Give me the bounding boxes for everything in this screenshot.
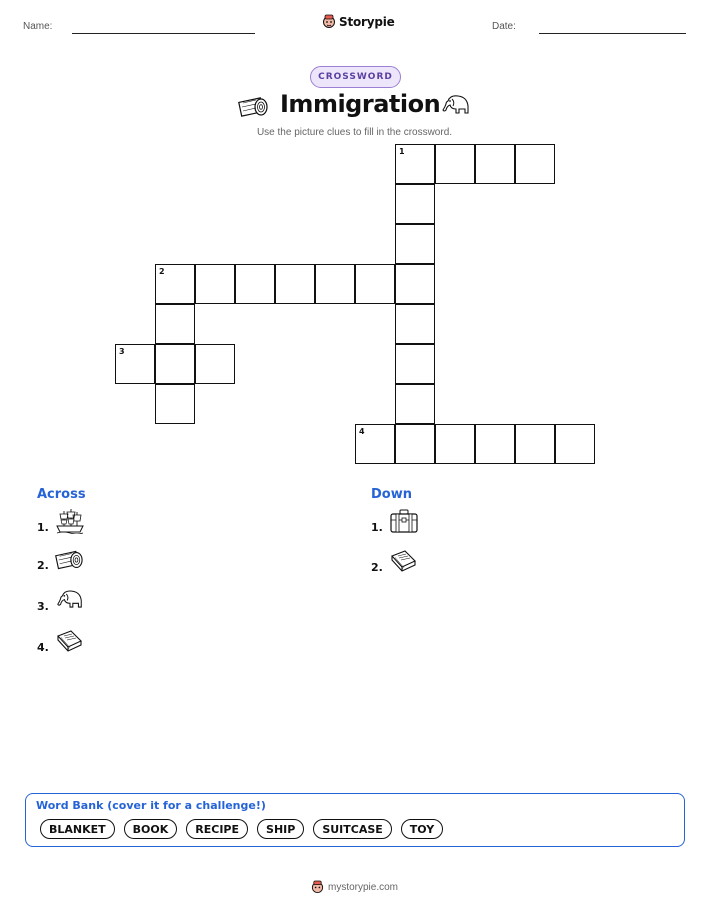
clue-number: 4 [359, 427, 365, 436]
grid-cell[interactable] [235, 264, 275, 304]
book-icon [55, 628, 83, 654]
down-heading: Down [371, 487, 412, 502]
storypie-mascot-icon [322, 14, 336, 29]
grid-cell[interactable] [155, 344, 195, 384]
grid-cell[interactable] [475, 424, 515, 464]
across-heading: Across [37, 487, 86, 502]
grid-cell[interactable] [155, 384, 195, 424]
grid-cell[interactable] [195, 344, 235, 384]
grid-cell[interactable] [195, 264, 235, 304]
word-bank-item: BOOK [124, 819, 178, 839]
toy-elephant-icon [55, 588, 85, 613]
grid-cell[interactable] [115, 344, 155, 384]
date-label: Date: [492, 21, 516, 32]
grid-cell[interactable] [435, 144, 475, 184]
grid-cell[interactable] [395, 384, 435, 424]
grid-cell[interactable] [395, 184, 435, 224]
grid-cell[interactable] [435, 424, 475, 464]
word-bank-item: SUITCASE [313, 819, 391, 839]
clue-number: 1. [37, 521, 49, 534]
recipe-book-icon [389, 548, 417, 574]
storypie-mascot-icon [311, 880, 324, 894]
word-bank-item: TOY [401, 819, 443, 839]
clue-number: 3 [119, 347, 125, 356]
suitcase-icon [389, 508, 419, 534]
brand-name: Storypie [339, 14, 395, 29]
date-field[interactable] [539, 33, 686, 34]
across-clue-3 [37, 588, 85, 613]
down-clue-1 [371, 508, 419, 534]
grid-cell[interactable] [355, 264, 395, 304]
name-field[interactable] [72, 33, 255, 34]
word-bank-item: BLANKET [40, 819, 115, 839]
across-clue-2 [37, 548, 83, 572]
grid-cell[interactable] [315, 264, 355, 304]
word-bank-item: RECIPE [186, 819, 248, 839]
grid-cell[interactable] [395, 424, 435, 464]
instructions: Use the picture clues to fill in the crossword. [256, 127, 453, 138]
footer [0, 880, 709, 894]
toy-elephant-icon [440, 93, 472, 119]
down-clue-2 [371, 548, 417, 574]
grid-cell[interactable] [155, 304, 195, 344]
across-clue-4 [37, 628, 83, 654]
grid-cell[interactable] [515, 424, 555, 464]
grid-cell[interactable] [355, 424, 395, 464]
clue-number: 2. [371, 561, 383, 574]
word-bank-title: Word Bank (cover it for a challenge!) [36, 799, 266, 812]
clue-number: 4. [37, 641, 49, 654]
grid-cell[interactable] [515, 144, 555, 184]
clue-number: 2. [37, 559, 49, 572]
brand-logo [322, 14, 395, 29]
word-bank-list [40, 819, 443, 839]
grid-cell[interactable] [395, 304, 435, 344]
grid-cell[interactable] [475, 144, 515, 184]
word-bank-item: SHIP [257, 819, 304, 839]
footer-url[interactable]: mystorypie.com [327, 881, 398, 893]
blanket-icon [238, 95, 268, 119]
clue-number: 1. [371, 521, 383, 534]
grid-cell[interactable] [395, 144, 435, 184]
grid-cell[interactable] [395, 264, 435, 304]
clue-number: 2 [159, 267, 165, 276]
clue-number: 3. [37, 600, 49, 613]
grid-cell[interactable] [155, 264, 195, 304]
grid-cell[interactable] [395, 344, 435, 384]
clue-number: 1 [399, 147, 405, 156]
ship-icon [55, 508, 85, 534]
grid-cell[interactable] [395, 224, 435, 264]
name-label: Name: [23, 21, 53, 32]
page-title: Immigration [280, 90, 441, 118]
grid-cell[interactable] [555, 424, 595, 464]
blanket-icon [55, 548, 83, 572]
across-clue-1 [37, 508, 85, 534]
crossword-badge: CROSSWORD [310, 66, 401, 88]
word-bank [25, 793, 685, 847]
grid-cell[interactable] [275, 264, 315, 304]
